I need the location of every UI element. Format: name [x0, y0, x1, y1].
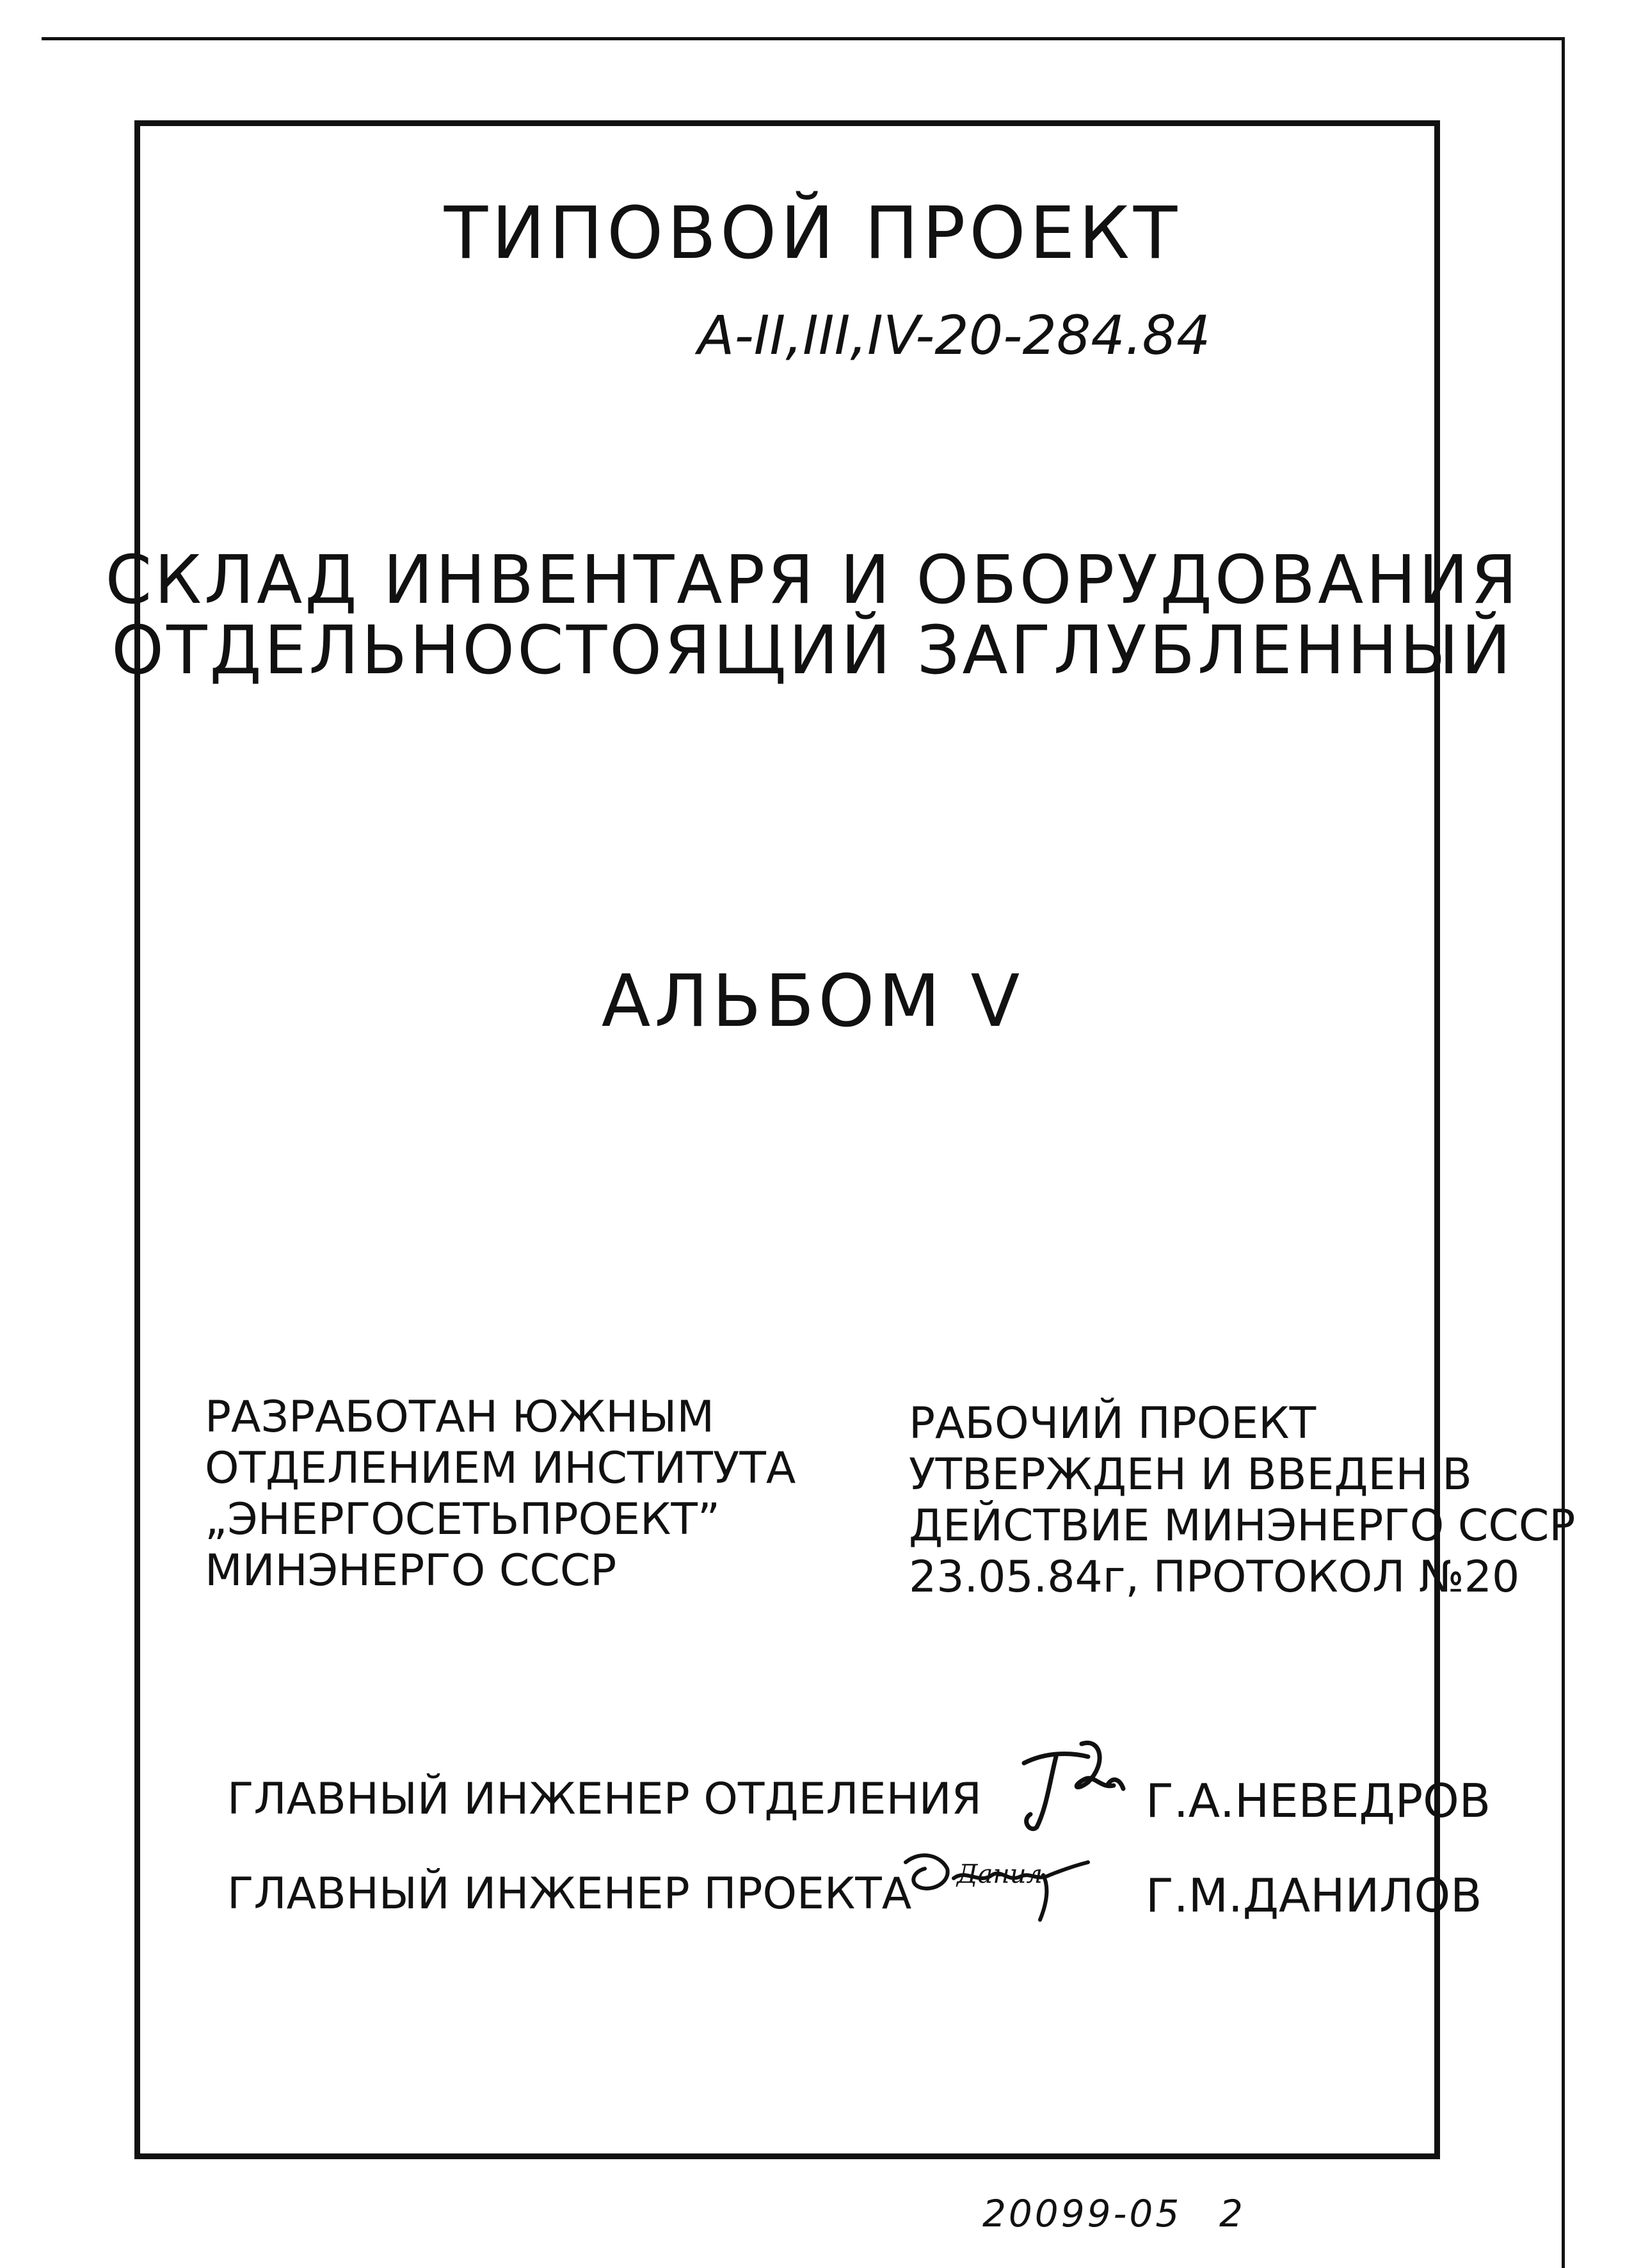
- approval-line: 23.05.84г, ПРОТОКОЛ №20: [909, 1552, 1520, 1602]
- right-border-line: [1562, 37, 1565, 2268]
- title-frame: [134, 120, 1440, 2159]
- signature-1-handwritten: [1011, 1725, 1126, 1840]
- developer-line: „ЭНЕРГОСЕТЬПРОЕКТ”: [205, 1494, 721, 1545]
- signature-role-2: ГЛАВНЫЙ ИНЖЕНЕР ПРОЕКТА: [227, 1869, 912, 1919]
- developer-block: [205, 1392, 796, 1597]
- signature-role-1: ГЛАВНЫЙ ИНЖЕНЕР ОТДЕЛЕНИЯ: [227, 1774, 982, 1825]
- project-code: А-II,III,IV-20-284.84: [698, 304, 1211, 367]
- developer-line: РАЗРАБОТАН ЮЖНЫМ: [205, 1392, 715, 1442]
- developer-line: ОТДЕЛЕНИЕМ ИНСТИТУТА: [205, 1443, 796, 1494]
- signature-name-2: Г.М.ДАНИЛОВ: [1146, 1869, 1482, 1922]
- object-name-line-2: ОТДЕЛЬНОСТОЯЩИЙ ЗАГЛУБЛЕННЫЙ: [111, 611, 1514, 689]
- object-name-line-1: СКЛАД ИНВЕНТАРЯ И ОБОРУДОВАНИЯ: [105, 541, 1520, 619]
- signature-2-handwritten: [896, 1843, 1114, 1926]
- signature-name-1: Г.А.НЕВЕДРОВ: [1146, 1774, 1491, 1828]
- page-number: 2: [1219, 2192, 1243, 2235]
- developer-line: МИНЭНЕРГО СССР: [205, 1545, 617, 1596]
- approval-line: ДЕЙСТВИЕ МИНЭНЕРГО СССР: [909, 1501, 1576, 1551]
- approval-block: [909, 1398, 1575, 1603]
- approval-line: УТВЕРЖДЕН И ВВЕДЕН В: [909, 1449, 1472, 1500]
- signature-2-text: Данил: [957, 1860, 1043, 1889]
- document-number: 20099-05: [982, 2192, 1182, 2235]
- document-type-title: ТИПОВОЙ ПРОЕКТ: [444, 192, 1181, 275]
- approval-line: РАБОЧИЙ ПРОЕКТ: [909, 1398, 1317, 1449]
- album-title: АЛЬБОМ V: [601, 960, 1024, 1043]
- top-border-line: [42, 37, 1565, 40]
